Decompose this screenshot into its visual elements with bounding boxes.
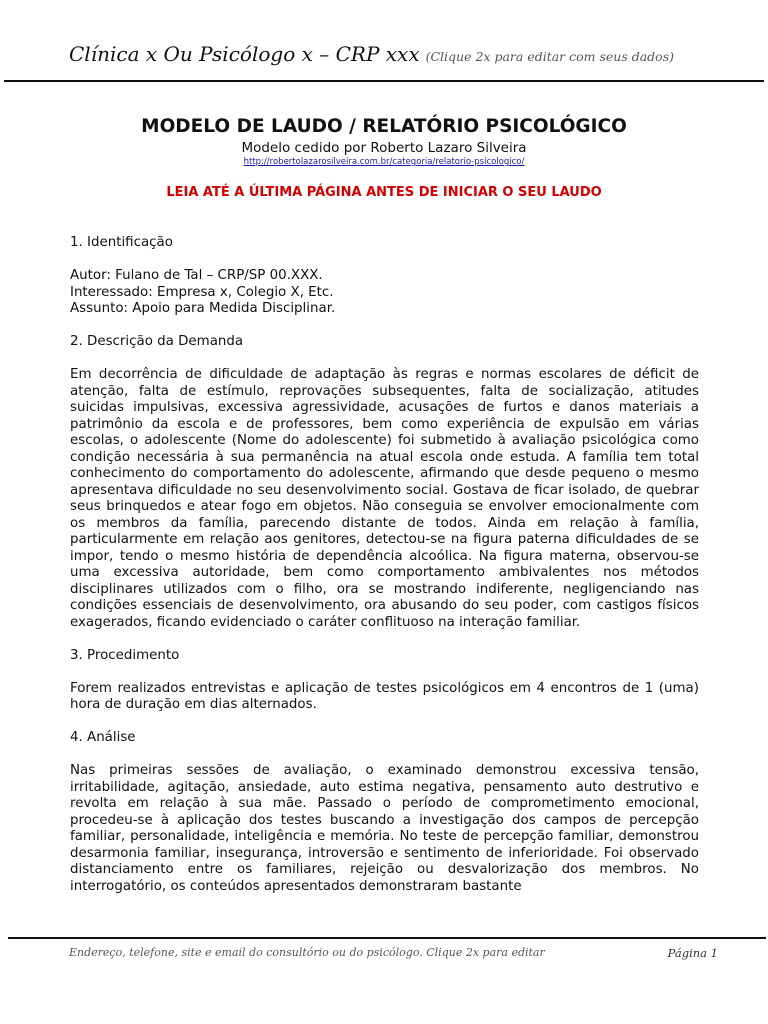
section-heading-identificacao: 1. Identificação [70, 235, 173, 250]
identificacao-autor: Autor: Fulano de Tal – CRP/SP 00.XXX. [70, 268, 323, 283]
section-heading-analise: 4. Análise [70, 730, 136, 745]
procedimento-paragraph: Forem realizados entrevistas e aplicação de testes psicológicos em 4 encontros de 1 (uma) hora de duração em dias alternados. [70, 680, 699, 712]
demanda-paragraph: Em decorrência de dificuldade de adaptação às regras e normas escolares de déficit de atenção, falta de estímulo, reprovações subsequentes, falta de socialização, atitudes suicidas impulsivas, excessiva agressividade, acusações de furtos e danos materiais a patrimônio da escola e de professores, bem como experiência de expulsão em várias escolas, o adolescente (Nome do adolescente) foi submetido à avaliação psicológica como condição necessária à sua permanência na atual escola onde estuda. A família tem total conhecimento do comportamento do adolescente, afirmando que desde pequeno o mesmo apresentava dificuldade no seu desenvolvimento social. Gostava de ficar isolado, de quebrar seus brinquedos e atear fogo em objetos. Não conseguia se envolver emocionalmente com os membros da família, parecendo distante de todos. Ainda em relação à família, particularmente em relação aos genitores, detectou-se na figura paterna dificuldades de se impor, tendo o mesmo história de dependência alcoólica. Na figura materna, observou-se uma excessiva autoridade, bem como comportamento ambivalentes nos métodos disciplinares utilizados com o filho, ora se mostrando indiferente, negligenciando nas condições essenciais de desenvolvimento, ora abusando do seu poder, com castigos físicos exagerados, ficando evidenciado o caráter conflituoso na interação familiar. [70, 367, 699, 630]
header-divider [4, 80, 764, 82]
page-header[interactable] [69, 42, 749, 66]
source-link[interactable]: http://robertolazarosilveira.com.br/categoria/relatorio-psicologico/ [243, 157, 525, 167]
warning-notice: LEIA ATÉ A ÚLTIMA PÁGINA ANTES DE INICIAR O SEU LAUDO [166, 185, 602, 200]
document-body[interactable] [70, 235, 699, 895]
page-number: Página 1 [667, 946, 718, 960]
document-title: MODELO DE LAUDO / RELATÓRIO PSICOLÓGICO [141, 116, 627, 137]
footer-contact[interactable]: Endereço, telefone, site e email do consultório ou do psicólogo. Clique 2x para editar [69, 946, 545, 959]
section-heading-procedimento: 3. Procedimento [70, 647, 180, 663]
header-title: Clínica x Ou Psicólogo x – CRP xxx [69, 42, 420, 66]
header-edit-note: (Clique 2x para editar com seus dados) [425, 49, 674, 64]
identificacao-assunto: Assunto: Apoio para Medida Disciplinar. [70, 301, 336, 316]
section-heading-demanda: 2. Descrição da Demanda [70, 334, 244, 349]
footer-divider [8, 937, 766, 939]
document-subtitle: Modelo cedido por Roberto Lazaro Silveira [241, 140, 527, 156]
identificacao-interessado: Interessado: Empresa x, Colegio X, Etc. [70, 284, 334, 300]
analise-paragraph: Nas primeiras sessões de avaliação, o examinado demonstrou excessiva tensão, irritabilidade, agitação, ansiedade, auto estima negativa, pensamento auto destrutivo e revolta em relação à sua mãe. Passado o período de comprometimento emocional, procedeu-se à aplicação dos testes buscando a investigação dos campos de percepção familiar, personalidade, inteligência e memória. No teste de percepção familiar, demonstrou desarmonia familiar, insegurança, introversão e sentimento de inferioridade. Foi observado distanciamento entre os familiares, rejeição ou desvalorização dos membros. No interrogatório, os conteúdos apresentados demonstraram bastante [70, 763, 699, 894]
